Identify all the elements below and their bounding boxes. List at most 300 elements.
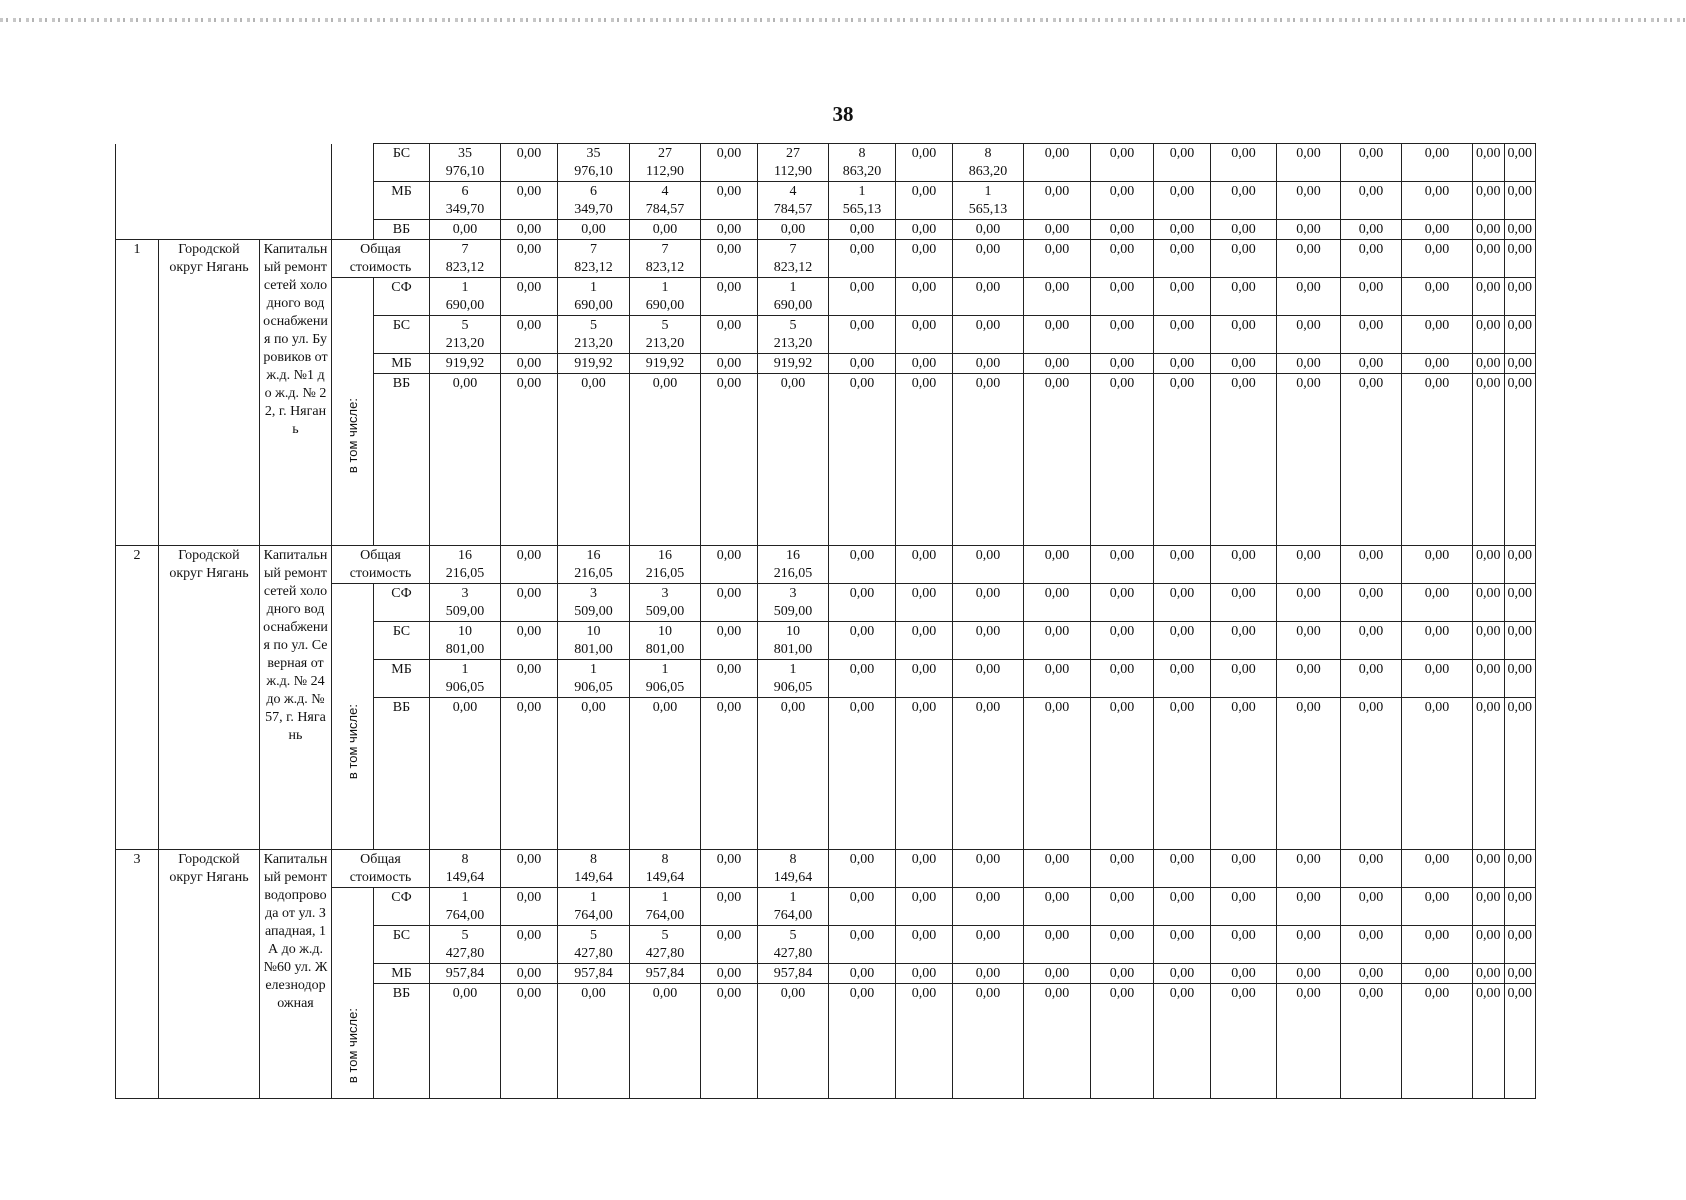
- table-cell: 0,00: [829, 850, 896, 888]
- table-cell: 0,00: [701, 240, 758, 278]
- table-cell: 0,00: [1024, 278, 1091, 316]
- table-cell: 0,00: [1341, 984, 1402, 1099]
- table-cell: 0,00: [1024, 984, 1091, 1099]
- table-cell: 1 764,00: [558, 888, 630, 926]
- table-cell: 0,00: [896, 660, 953, 698]
- total-cost-label: Общая стоимость: [332, 240, 430, 278]
- table-cell: 0,00: [1211, 660, 1277, 698]
- table-cell: 0,00: [1402, 660, 1473, 698]
- table-cell: 0,00: [1402, 698, 1473, 850]
- table-cell: 957,84: [558, 964, 630, 984]
- table-cell: 0,00: [1211, 220, 1277, 240]
- table-cell: 0,00: [1473, 182, 1505, 220]
- table-cell: 0,00: [1154, 964, 1211, 984]
- table-cell: 0,00: [501, 354, 558, 374]
- table-cell: 0,00: [1154, 698, 1211, 850]
- table-cell: 0,00: [896, 546, 953, 584]
- table-cell: 27 112,90: [630, 144, 701, 182]
- table-cell: 0,00: [1211, 316, 1277, 354]
- table-cell: 0,00: [1341, 316, 1402, 354]
- table-cell: 0,00: [501, 220, 558, 240]
- table-cell: 0,00: [430, 984, 501, 1099]
- table-cell: 0,00: [501, 182, 558, 220]
- table-cell: 0,00: [829, 622, 896, 660]
- table-cell: 1 565,13: [953, 182, 1024, 220]
- table-cell: 0,00: [1473, 316, 1505, 354]
- table-cell: 0,00: [1277, 240, 1341, 278]
- fund-label: МБ: [374, 660, 430, 698]
- table-cell: 0,00: [758, 984, 829, 1099]
- table-cell: 0,00: [953, 622, 1024, 660]
- table-cell: 0,00: [701, 316, 758, 354]
- table-cell: 0,00: [1154, 984, 1211, 1099]
- table-cell: 0,00: [1277, 622, 1341, 660]
- table-cell: 0,00: [701, 584, 758, 622]
- object-name-cell: Капитальный ремонт сетей холодного водоснабжения по ул. Буровиков от ж.д. №1 до ж.д. № 22, г. Нягань: [260, 240, 332, 546]
- table-cell: 0,00: [829, 984, 896, 1099]
- table-cell: 0,00: [501, 622, 558, 660]
- table-cell: 1 565,13: [829, 182, 896, 220]
- table-cell: 0,00: [758, 220, 829, 240]
- scan-edge-artifact: [0, 18, 1686, 22]
- table-cell: 0,00: [1402, 144, 1473, 182]
- table-cell: 0,00: [1473, 240, 1505, 278]
- table-cell: 0,00: [1277, 698, 1341, 850]
- table-cell: 0,00: [501, 240, 558, 278]
- table-cell: 0,00: [1091, 220, 1154, 240]
- table-cell: 0,00: [501, 584, 558, 622]
- table-cell: 1 690,00: [430, 278, 501, 316]
- table-cell: 0,00: [1154, 660, 1211, 698]
- table-cell: 0,00: [758, 374, 829, 546]
- table-cell: 0,00: [701, 698, 758, 850]
- table-cell: 0,00: [1154, 240, 1211, 278]
- table-cell: 0,00: [1024, 240, 1091, 278]
- fund-label: БС: [374, 926, 430, 964]
- municipality-cell: Городской округ Нягань: [159, 546, 260, 850]
- table-cell: 0,00: [1504, 182, 1536, 220]
- table-cell: 919,92: [558, 354, 630, 374]
- table-cell: 0,00: [558, 698, 630, 850]
- table-cell: 0,00: [1024, 698, 1091, 850]
- table-cell: 0,00: [1341, 926, 1402, 964]
- table-cell: 0,00: [829, 926, 896, 964]
- table-cell: 4 784,57: [630, 182, 701, 220]
- fund-label: БС: [374, 316, 430, 354]
- table-cell: 0,00: [558, 374, 630, 546]
- table-cell: 0,00: [896, 354, 953, 374]
- object-total-row: [116, 850, 1536, 888]
- table-cell: 0,00: [1277, 374, 1341, 546]
- table-cell: 0,00: [1211, 354, 1277, 374]
- table-cell: 0,00: [1504, 984, 1536, 1099]
- table-cell: 0,00: [1091, 984, 1154, 1099]
- table-cell: 0,00: [829, 698, 896, 850]
- table-cell: 0,00: [1504, 220, 1536, 240]
- table-cell: 0,00: [896, 220, 953, 240]
- table-cell: 0,00: [1341, 182, 1402, 220]
- table-cell: 1 906,05: [558, 660, 630, 698]
- table-cell: 0,00: [1277, 660, 1341, 698]
- table-cell: 0,00: [630, 374, 701, 546]
- table-cell: 1 906,05: [758, 660, 829, 698]
- fund-label: СФ: [374, 888, 430, 926]
- table-cell: 0,00: [1091, 374, 1154, 546]
- table-cell: 0,00: [1277, 850, 1341, 888]
- table-cell: 0,00: [896, 850, 953, 888]
- table-cell: 0,00: [953, 546, 1024, 584]
- table-cell: 0,00: [1504, 374, 1536, 546]
- table-cell: 0,00: [1024, 622, 1091, 660]
- table-cell: 0,00: [1341, 964, 1402, 984]
- table-cell: 0,00: [1091, 622, 1154, 660]
- table-cell: 7 823,12: [430, 240, 501, 278]
- table-cell: 0,00: [829, 240, 896, 278]
- table-cell: 0,00: [1154, 584, 1211, 622]
- table-cell: 8 149,64: [758, 850, 829, 888]
- table-cell: 0,00: [896, 278, 953, 316]
- table-cell: 0,00: [829, 278, 896, 316]
- table-cell: 0,00: [1341, 584, 1402, 622]
- table-cell: 5 213,20: [758, 316, 829, 354]
- table-cell: 0,00: [1473, 374, 1505, 546]
- table-cell: 0,00: [1154, 316, 1211, 354]
- table-cell: 0,00: [1341, 660, 1402, 698]
- table-cell: 0,00: [953, 278, 1024, 316]
- table-cell: 0,00: [1211, 984, 1277, 1099]
- table-cell: 0,00: [1402, 316, 1473, 354]
- table-cell: 0,00: [1154, 144, 1211, 182]
- total-cost-label: Общая стоимость: [332, 546, 430, 584]
- table-cell: 0,00: [501, 316, 558, 354]
- table-cell: 0,00: [1473, 926, 1505, 964]
- table-cell: 10 801,00: [630, 622, 701, 660]
- table-cell: 0,00: [829, 220, 896, 240]
- table-cell: 0,00: [1402, 926, 1473, 964]
- table-cell: 0,00: [1277, 182, 1341, 220]
- table-cell: 0,00: [1154, 546, 1211, 584]
- table-cell: 0,00: [430, 698, 501, 850]
- table-cell: 0,00: [953, 240, 1024, 278]
- table-cell: 0,00: [1341, 850, 1402, 888]
- table-cell: 0,00: [501, 964, 558, 984]
- table-cell: 35 976,10: [558, 144, 630, 182]
- table-cell: 0,00: [1341, 622, 1402, 660]
- table-cell: 0,00: [1504, 660, 1536, 698]
- in-total-bracket-cell: [332, 888, 374, 1099]
- fund-label: ВБ: [374, 374, 430, 546]
- table-cell: 0,00: [701, 964, 758, 984]
- table-cell: 0,00: [896, 182, 953, 220]
- table-cell: 0,00: [1024, 964, 1091, 984]
- table-cell: 0,00: [501, 144, 558, 182]
- table-cell: 10 801,00: [430, 622, 501, 660]
- in-total-vertical-label: в том числе:: [344, 1008, 360, 1084]
- table-cell: 0,00: [501, 850, 558, 888]
- table-cell: 5 427,80: [630, 926, 701, 964]
- table-cell: 0,00: [896, 698, 953, 850]
- table-cell: 0,00: [1341, 278, 1402, 316]
- budget-table: [115, 143, 1536, 1099]
- table-cell: 0,00: [1211, 144, 1277, 182]
- table-cell: 0,00: [1091, 354, 1154, 374]
- table-cell: 0,00: [1341, 698, 1402, 850]
- table-cell: 0,00: [896, 584, 953, 622]
- table-cell: 0,00: [1024, 850, 1091, 888]
- table-cell: 0,00: [701, 888, 758, 926]
- table-cell: 0,00: [896, 984, 953, 1099]
- table-cell: 0,00: [829, 584, 896, 622]
- table-cell: 0,00: [1504, 584, 1536, 622]
- table-cell: 0,00: [1211, 964, 1277, 984]
- table-cell: 0,00: [896, 316, 953, 354]
- table-cell: 0,00: [1277, 584, 1341, 622]
- table-cell: 1 764,00: [430, 888, 501, 926]
- table-cell: 0,00: [1154, 622, 1211, 660]
- table-cell: 0,00: [1211, 698, 1277, 850]
- table-cell: 0,00: [701, 144, 758, 182]
- table-cell: 0,00: [953, 984, 1024, 1099]
- table-cell: 0,00: [896, 144, 953, 182]
- row-number: 1: [116, 240, 159, 546]
- table-cell: 957,84: [430, 964, 501, 984]
- table-cell: 0,00: [1473, 888, 1505, 926]
- table-cell: 10 801,00: [758, 622, 829, 660]
- table-cell: 0,00: [1277, 926, 1341, 964]
- table-cell: 0,00: [1154, 374, 1211, 546]
- table-cell: 8 149,64: [430, 850, 501, 888]
- table-cell: 1 690,00: [558, 278, 630, 316]
- table-cell: 7 823,12: [758, 240, 829, 278]
- table-cell: 0,00: [558, 220, 630, 240]
- table-cell: 16 216,05: [558, 546, 630, 584]
- table-cell: 0,00: [1211, 926, 1277, 964]
- table-cell: 0,00: [1211, 374, 1277, 546]
- table-cell: 0,00: [1211, 182, 1277, 220]
- table-cell: 0,00: [1402, 220, 1473, 240]
- table-cell: 0,00: [1211, 546, 1277, 584]
- table-cell: 0,00: [1154, 926, 1211, 964]
- table-cell: 0,00: [701, 926, 758, 964]
- object-total-row: [116, 546, 1536, 584]
- in-total-bracket-cell: [332, 584, 374, 850]
- table-cell: 0,00: [1402, 622, 1473, 660]
- table-cell: 0,00: [896, 964, 953, 984]
- table-cell: 27 112,90: [758, 144, 829, 182]
- table-cell: 7 823,12: [558, 240, 630, 278]
- table-cell: 0,00: [1211, 584, 1277, 622]
- table-cell: 0,00: [1024, 926, 1091, 964]
- table-cell: 5 427,80: [758, 926, 829, 964]
- table-cell: 0,00: [1402, 354, 1473, 374]
- table-cell: 0,00: [1473, 660, 1505, 698]
- table-cell: 0,00: [829, 660, 896, 698]
- table-cell: 1 690,00: [758, 278, 829, 316]
- table-cell: 0,00: [1024, 144, 1091, 182]
- table-cell: 1 690,00: [630, 278, 701, 316]
- table-cell: 0,00: [1504, 622, 1536, 660]
- municipality-cell: Городской округ Нягань: [159, 240, 260, 546]
- table-cell: 0,00: [701, 354, 758, 374]
- table-cell: 6 349,70: [558, 182, 630, 220]
- table-cell: 0,00: [1091, 660, 1154, 698]
- table-cell: 0,00: [701, 622, 758, 660]
- table-cell: 4 784,57: [758, 182, 829, 220]
- table-cell: 16 216,05: [630, 546, 701, 584]
- fund-label: ВБ: [374, 220, 430, 240]
- table-cell: 0,00: [1091, 888, 1154, 926]
- table-cell: 0,00: [1091, 964, 1154, 984]
- fund-label: ВБ: [374, 984, 430, 1099]
- table-cell: 1 906,05: [630, 660, 701, 698]
- table-cell: 0,00: [630, 984, 701, 1099]
- table-cell: 0,00: [829, 964, 896, 984]
- table-cell: 0,00: [1402, 278, 1473, 316]
- table-cell: 0,00: [1504, 698, 1536, 850]
- table-cell: 0,00: [1341, 354, 1402, 374]
- table-cell: 0,00: [501, 374, 558, 546]
- table-cell: 0,00: [1211, 888, 1277, 926]
- table-cell: 0,00: [501, 660, 558, 698]
- table-cell: 0,00: [953, 354, 1024, 374]
- table-cell: 0,00: [829, 354, 896, 374]
- table-cell: 0,00: [1473, 220, 1505, 240]
- table-cell: 0,00: [953, 316, 1024, 354]
- table-cell: 0,00: [1402, 240, 1473, 278]
- table-cell: 0,00: [1277, 964, 1341, 984]
- table-cell: 0,00: [1091, 584, 1154, 622]
- table-cell: 0,00: [1154, 220, 1211, 240]
- table-cell: 3 509,00: [758, 584, 829, 622]
- table-cell: 3 509,00: [630, 584, 701, 622]
- table-cell: 0,00: [1473, 354, 1505, 374]
- table-cell: 0,00: [1211, 278, 1277, 316]
- table-cell: 0,00: [1211, 240, 1277, 278]
- table-cell: 0,00: [1504, 850, 1536, 888]
- table-row: [116, 144, 1536, 182]
- table-cell: 0,00: [953, 698, 1024, 850]
- table-cell: 8 863,20: [953, 144, 1024, 182]
- table-cell: 0,00: [1024, 374, 1091, 546]
- table-cell: 0,00: [501, 888, 558, 926]
- table-cell: 0,00: [1277, 888, 1341, 926]
- table-cell: 0,00: [1024, 316, 1091, 354]
- table-cell: 0,00: [829, 374, 896, 546]
- fund-label: МБ: [374, 354, 430, 374]
- table-cell: 0,00: [701, 182, 758, 220]
- table-cell: 0,00: [630, 220, 701, 240]
- table-cell: 919,92: [758, 354, 829, 374]
- table-cell: 0,00: [1024, 660, 1091, 698]
- table-cell: 0,00: [1277, 984, 1341, 1099]
- table-cell: 0,00: [1504, 278, 1536, 316]
- table-cell: 1 764,00: [758, 888, 829, 926]
- table-cell: 0,00: [430, 374, 501, 546]
- table-cell: 0,00: [1402, 584, 1473, 622]
- table-cell: 8 149,64: [558, 850, 630, 888]
- table-cell: 16 216,05: [758, 546, 829, 584]
- table-cell: 0,00: [1091, 850, 1154, 888]
- table-cell: 8 863,20: [829, 144, 896, 182]
- table-cell: 0,00: [896, 888, 953, 926]
- table-cell: 0,00: [1473, 144, 1505, 182]
- table-cell: 5 213,20: [558, 316, 630, 354]
- table-cell: 0,00: [896, 374, 953, 546]
- table-cell: 0,00: [701, 278, 758, 316]
- table-cell: 0,00: [1024, 220, 1091, 240]
- table-cell: 5 427,80: [558, 926, 630, 964]
- table-cell: 0,00: [896, 926, 953, 964]
- table-cell: 0,00: [701, 850, 758, 888]
- municipality-cell: Городской округ Нягань: [159, 850, 260, 1099]
- table-cell: 5 427,80: [430, 926, 501, 964]
- table-cell: 919,92: [430, 354, 501, 374]
- table-cell: 0,00: [1091, 698, 1154, 850]
- table-cell: 0,00: [701, 984, 758, 1099]
- table-cell: 0,00: [1504, 240, 1536, 278]
- table-cell: 0,00: [1402, 374, 1473, 546]
- fund-label: СФ: [374, 278, 430, 316]
- table-cell: 0,00: [1091, 240, 1154, 278]
- table-cell: 0,00: [758, 698, 829, 850]
- table-cell: 957,84: [630, 964, 701, 984]
- total-cost-label: Общая стоимость: [332, 850, 430, 888]
- table-cell: 919,92: [630, 354, 701, 374]
- table-cell: 0,00: [1473, 546, 1505, 584]
- table-cell: 0,00: [1091, 546, 1154, 584]
- table-cell: 0,00: [1091, 316, 1154, 354]
- table-cell: 0,00: [1504, 888, 1536, 926]
- table-cell: 0,00: [1091, 144, 1154, 182]
- table-cell: 0,00: [1277, 220, 1341, 240]
- table-cell: 0,00: [1091, 278, 1154, 316]
- table-cell: 3 509,00: [558, 584, 630, 622]
- table-cell: 0,00: [1473, 622, 1505, 660]
- table-cell: 0,00: [953, 220, 1024, 240]
- table-cell: 3 509,00: [430, 584, 501, 622]
- table-cell: 0,00: [1402, 984, 1473, 1099]
- table-cell: 0,00: [501, 546, 558, 584]
- in-total-bracket-cell: [332, 278, 374, 546]
- table-cell: 0,00: [1277, 354, 1341, 374]
- fund-label: БС: [374, 144, 430, 182]
- table-cell: 0,00: [1402, 964, 1473, 984]
- table-cell: 0,00: [953, 850, 1024, 888]
- table-cell: 0,00: [953, 926, 1024, 964]
- object-total-row: [116, 240, 1536, 278]
- table-cell: 0,00: [1277, 144, 1341, 182]
- table-cell: 957,84: [758, 964, 829, 984]
- table-cell: 0,00: [1154, 182, 1211, 220]
- table-cell: 0,00: [1024, 888, 1091, 926]
- table-cell: 0,00: [701, 220, 758, 240]
- table-cell: 0,00: [501, 926, 558, 964]
- table-cell: 0,00: [1341, 144, 1402, 182]
- table-cell: 0,00: [1341, 888, 1402, 926]
- table-cell: 0,00: [1504, 316, 1536, 354]
- table-cell: 0,00: [1154, 888, 1211, 926]
- table-cell: 1 764,00: [630, 888, 701, 926]
- table-cell: 0,00: [1504, 144, 1536, 182]
- table-cell: 0,00: [1341, 546, 1402, 584]
- table-cell: 0,00: [953, 964, 1024, 984]
- table-cell: 0,00: [1402, 888, 1473, 926]
- table-cell: 0,00: [1211, 622, 1277, 660]
- fund-label: ВБ: [374, 698, 430, 850]
- table-cell: 0,00: [953, 660, 1024, 698]
- table-cell: 0,00: [1473, 850, 1505, 888]
- table-cell: 0,00: [829, 546, 896, 584]
